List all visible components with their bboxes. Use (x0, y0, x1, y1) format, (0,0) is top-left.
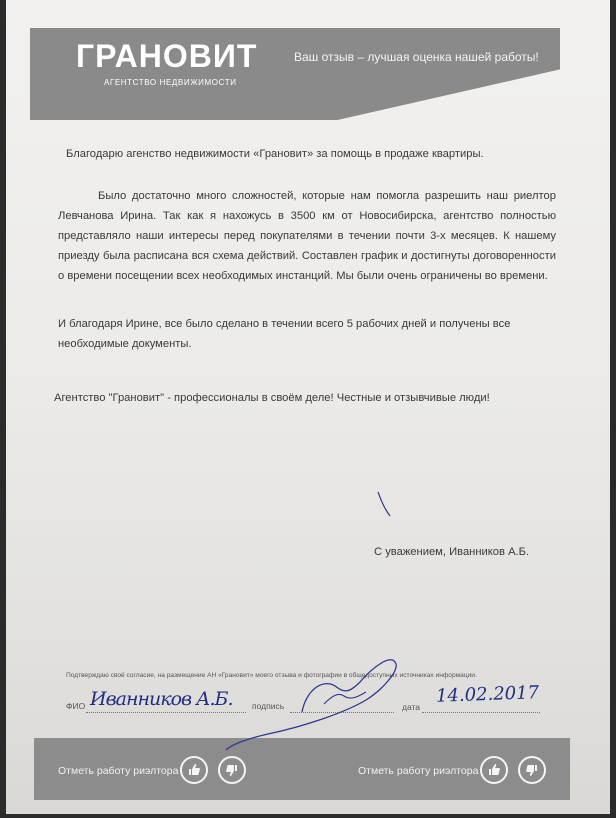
paragraph-details: Было достаточно много сложностей, которые нам помогла разрешить наш риелтор Левчанова Ирина. Так как я нахожусь в 3500 км от Новосибирска, агентство полностью представляло наши интересы перед покупателями в течении почти 3-х месяцев. К нашему приезду была расписана вся схема действий. Составлен график и достигнуты договоренности о времени посещении всех необходимых инстанций. Мы были очень ограничены во времени. (58, 190, 556, 282)
rate-realtor-label-right: Отметь работу риэлтора (358, 765, 479, 777)
letter-page (6, 0, 610, 814)
fio-line (86, 712, 246, 713)
signature-label: подпись (252, 701, 285, 711)
thumbs-up-icon[interactable] (480, 756, 508, 784)
brand-subtitle: АГЕНТСТВО НЕДВИЖИМОСТИ (104, 78, 237, 87)
signature-line (290, 712, 394, 713)
thumbs-up-icon[interactable] (180, 756, 208, 784)
thumbs-down-icon[interactable] (218, 756, 246, 784)
header-slogan: Ваш отзыв – лучшая оценка нашей работы! (294, 50, 539, 64)
paragraph-conclusion: Агентство "Грановит" - профессионалы в своём деле! Честные и отзывчивые люди! (54, 392, 490, 404)
thumbs-down-icon[interactable] (518, 756, 546, 784)
date-line (422, 712, 540, 713)
closing-signature: С уважением, Иванников А.Б. (374, 546, 530, 558)
paragraph-result: И благодаря Ирине, все было сделано в течении всего 5 рабочих дней и получены все необходимые документы. (58, 318, 511, 350)
fio-label: ФИО (66, 701, 86, 711)
brand-logo: ГРАНОВИТ (76, 38, 258, 74)
paragraph-intro: Благодарю агенство недвижимости «Грановит» за помощь в продаже квартиры. (66, 148, 484, 160)
rate-realtor-label-left: Отметь работу риэлтора (58, 765, 179, 777)
consent-text: Подтверждаю своё согласие, на размещение АН «Грановит» моего отзыва и фотографии в общедоступных источниках информации. (66, 672, 477, 679)
date-handwritten-value: 14.02.2017 (435, 682, 540, 707)
fio-handwritten-value: Иванников А.Б. (90, 688, 233, 710)
date-label: дата (402, 702, 421, 712)
